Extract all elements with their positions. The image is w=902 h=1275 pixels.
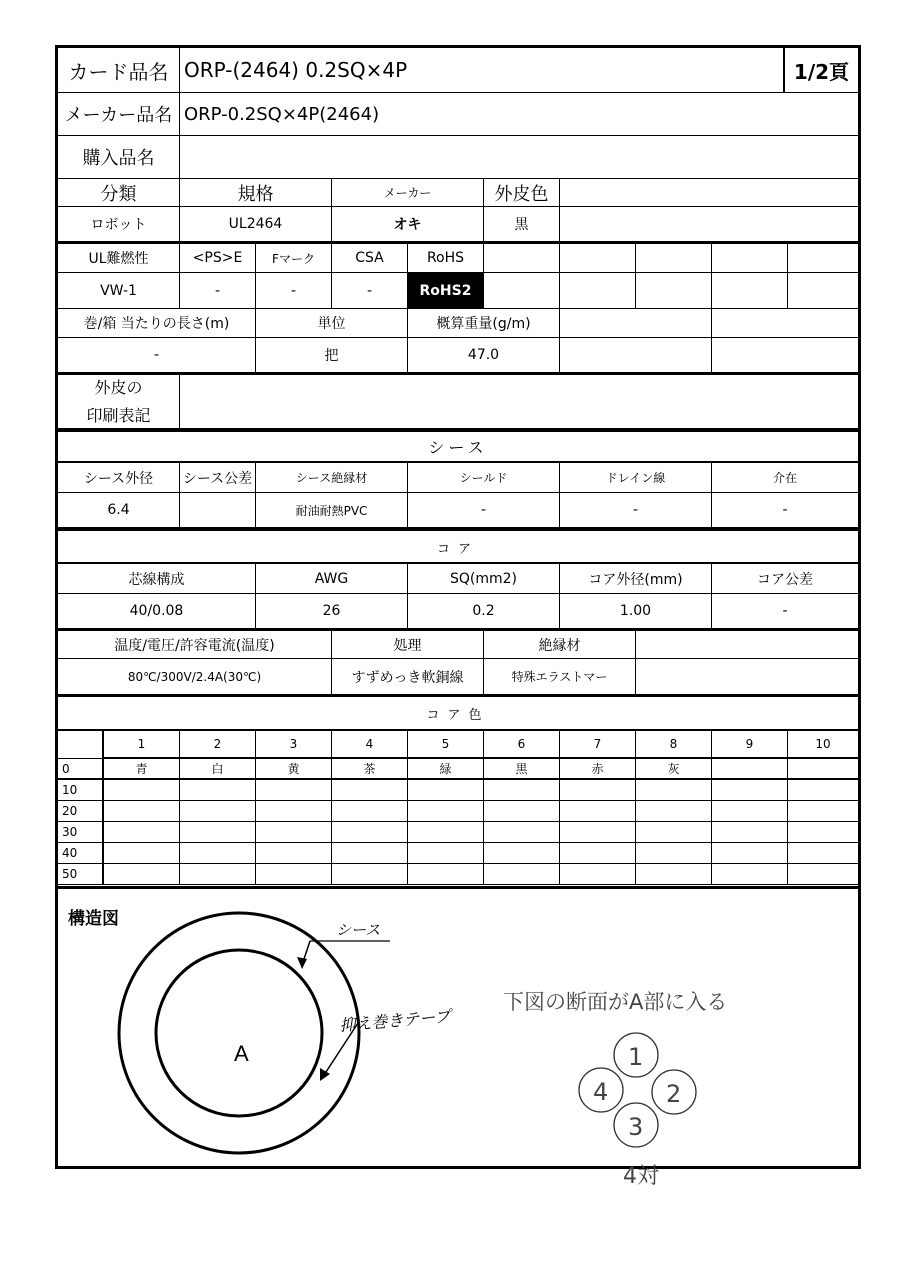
color-cell <box>256 801 332 822</box>
core-number-4: 4 <box>593 1078 609 1106</box>
color-column-header: 1 <box>104 731 180 759</box>
standard-label: 規格 <box>180 179 332 207</box>
sq-value: 0.2 <box>408 594 560 629</box>
color-cell <box>712 780 788 801</box>
core-od-value: 1.00 <box>560 594 712 629</box>
print-marking-label-line1: 外皮の <box>94 377 143 397</box>
color-cell <box>788 864 858 885</box>
color-column-header: 3 <box>256 731 332 759</box>
color-cell <box>104 843 180 864</box>
shield-value: - <box>408 493 560 528</box>
blank-cell <box>636 629 858 659</box>
color-row-label: 40 <box>58 843 104 864</box>
drain-wire-value: - <box>560 493 712 528</box>
core-number-2: 2 <box>666 1080 682 1108</box>
awg-value: 26 <box>256 594 408 629</box>
class-value: ロボット <box>58 207 180 242</box>
color-cell <box>788 822 858 843</box>
blank-cell <box>712 242 788 273</box>
print-marking-label <box>58 373 180 429</box>
maker-name-label: メーカー品名 <box>58 93 180 136</box>
color-cell <box>256 864 332 885</box>
temp-voltage-current-label: 温度/電圧/許容電流(温度) <box>58 629 332 659</box>
drain-wire-label: ドレイン線 <box>560 463 712 493</box>
color-cell <box>180 843 256 864</box>
color-cell <box>408 864 484 885</box>
color-cell <box>712 801 788 822</box>
length-per-reel-value: - <box>58 338 256 373</box>
color-cell: 黄 <box>256 759 332 780</box>
weight-label: 概算重量(g/m) <box>408 309 560 338</box>
conductor-value: 40/0.08 <box>58 594 256 629</box>
conductor-label: 芯線構成 <box>58 564 256 594</box>
tape-arrowhead <box>320 1068 330 1081</box>
color-cell <box>256 843 332 864</box>
pse-label: <PS>E <box>180 242 256 273</box>
print-marking-value <box>180 373 858 429</box>
page-number: 1/2頁 <box>784 48 858 93</box>
color-cell <box>712 864 788 885</box>
tape-callout: 抑え巻きテープ <box>338 1006 452 1035</box>
color-cell <box>636 780 712 801</box>
rohs-label: RoHS <box>408 242 484 273</box>
color-cell: 赤 <box>560 759 636 780</box>
color-column-header: 9 <box>712 731 788 759</box>
color-cell <box>788 801 858 822</box>
color-cell <box>712 822 788 843</box>
core-color-table <box>58 731 858 888</box>
blank-cell <box>484 242 560 273</box>
blank-cell <box>788 242 858 273</box>
core-color-title: コア色 <box>58 695 858 731</box>
color-cell <box>408 822 484 843</box>
color-cell <box>636 822 712 843</box>
center-label: A <box>234 1041 249 1066</box>
color-cell: 緑 <box>408 759 484 780</box>
structure-title: 構造図 <box>68 909 119 929</box>
color-cell <box>788 780 858 801</box>
tape-inner-circle <box>156 950 322 1116</box>
color-column-header: 8 <box>636 731 712 759</box>
divider <box>58 886 858 889</box>
color-cell <box>408 801 484 822</box>
color-cell <box>712 843 788 864</box>
color-row-label: 20 <box>58 801 104 822</box>
core-number-1: 1 <box>628 1043 644 1071</box>
filler-value: - <box>712 493 858 528</box>
color-cell <box>256 822 332 843</box>
treatment-value: すずめっき軟銅線 <box>332 659 484 695</box>
color-cell <box>332 801 408 822</box>
core-tolerance-value: - <box>712 594 858 629</box>
blank-cell <box>560 207 858 242</box>
color-cell <box>560 864 636 885</box>
color-row-label: 50 <box>58 864 104 885</box>
color-column-header: 7 <box>560 731 636 759</box>
blank-cell <box>712 309 858 338</box>
length-per-reel-label: 巻/箱 当たりの長さ(m) <box>58 309 256 338</box>
maker-value: オキ <box>332 207 484 242</box>
blank-cell <box>484 273 560 309</box>
blank-cell <box>712 273 788 309</box>
ul-flame-value: VW-1 <box>58 273 180 309</box>
divider <box>58 528 858 531</box>
color-cell <box>104 801 180 822</box>
color-cell <box>484 801 560 822</box>
standard-value: UL2464 <box>180 207 332 242</box>
csa-value: - <box>332 273 408 309</box>
color-cell <box>712 759 788 780</box>
color-cell: 白 <box>180 759 256 780</box>
print-marking-label-line2: 印刷表記 <box>86 405 151 425</box>
blank-cell <box>636 242 712 273</box>
color-cell <box>560 843 636 864</box>
unit-value: 把 <box>256 338 408 373</box>
sheath-od-label: シース外径 <box>58 463 180 493</box>
twist-label: 4対 <box>623 1164 659 1189</box>
color-cell <box>332 780 408 801</box>
blank-cell <box>788 273 858 309</box>
weight-value: 47.0 <box>408 338 560 373</box>
color-cell <box>788 843 858 864</box>
treatment-label: 処理 <box>332 629 484 659</box>
color-cell <box>180 801 256 822</box>
blank-cell <box>560 242 636 273</box>
color-cell: 茶 <box>332 759 408 780</box>
purchase-name-label: 購入品名 <box>58 136 180 179</box>
color-cell <box>484 780 560 801</box>
blank-cell <box>636 659 858 695</box>
blank-cell <box>636 273 712 309</box>
jacket-color-label: 外皮色 <box>484 179 560 207</box>
color-cell <box>180 822 256 843</box>
color-cell <box>104 822 180 843</box>
color-table-corner <box>58 731 104 759</box>
cross-section-note: 下図の断面がA部に入る <box>503 990 728 1014</box>
pse-value: - <box>180 273 256 309</box>
color-cell <box>484 843 560 864</box>
f-mark-label: Fマーク <box>256 242 332 273</box>
card-name-value: ORP-(2464) 0.2SQ×4P <box>180 48 784 93</box>
color-column-header: 2 <box>180 731 256 759</box>
color-cell <box>636 864 712 885</box>
f-mark-value: - <box>256 273 332 309</box>
card-name-label: カード品名 <box>58 48 180 93</box>
color-cell <box>104 780 180 801</box>
core-tolerance-label: コア公差 <box>712 564 858 594</box>
insulation-label: 絶縁材 <box>484 629 636 659</box>
color-cell <box>408 843 484 864</box>
color-cell <box>636 801 712 822</box>
color-cell <box>104 864 180 885</box>
core-number-3: 3 <box>628 1113 644 1141</box>
color-cell <box>332 822 408 843</box>
sheath-od-value: 6.4 <box>58 493 180 528</box>
color-cell <box>560 822 636 843</box>
color-cell <box>636 843 712 864</box>
core-od-label: コア外径(mm) <box>560 564 712 594</box>
color-cell <box>256 780 332 801</box>
color-cell <box>484 822 560 843</box>
color-row-label: 0 <box>58 759 104 780</box>
shield-label: シールド <box>408 463 560 493</box>
filler-label: 介在 <box>712 463 858 493</box>
color-cell <box>408 780 484 801</box>
sheath-insulation-value: 耐油耐熱PVC <box>256 493 408 528</box>
color-cell: 青 <box>104 759 180 780</box>
sheath-insulation-label: シース絶縁材 <box>256 463 408 493</box>
color-column-header: 6 <box>484 731 560 759</box>
color-cell <box>332 843 408 864</box>
class-label: 分類 <box>58 179 180 207</box>
blank-cell <box>560 309 712 338</box>
color-cell: 黒 <box>484 759 560 780</box>
blank-cell <box>560 338 712 373</box>
structure-diagram <box>58 893 858 1189</box>
color-column-header: 4 <box>332 731 408 759</box>
color-row-label: 10 <box>58 780 104 801</box>
color-cell <box>560 801 636 822</box>
awg-label: AWG <box>256 564 408 594</box>
color-cell <box>180 864 256 885</box>
sheath-title: シース <box>58 432 858 463</box>
color-cell <box>560 780 636 801</box>
temp-voltage-current-value: 80℃/300V/2.4A(30℃) <box>58 659 332 695</box>
color-cell <box>180 780 256 801</box>
spec-sheet <box>55 45 861 1189</box>
sheath-tolerance-value <box>180 493 256 528</box>
color-cell: 灰 <box>636 759 712 780</box>
sheath-callout: シース <box>336 921 381 939</box>
maker-label: メーカー <box>332 179 484 207</box>
csa-label: CSA <box>332 242 408 273</box>
sq-label: SQ(mm2) <box>408 564 560 594</box>
blank-cell <box>560 273 636 309</box>
color-column-header: 5 <box>408 731 484 759</box>
blank-cell <box>560 179 858 207</box>
ul-flame-label: UL難燃性 <box>58 242 180 273</box>
color-column-header: 10 <box>788 731 858 759</box>
rohs-value-badge: RoHS2 <box>408 273 484 309</box>
blank-cell <box>712 338 858 373</box>
purchase-name-value <box>180 136 858 179</box>
sheath-arrowhead <box>297 957 307 969</box>
color-cell <box>484 864 560 885</box>
maker-name-value: ORP-0.2SQ×4P(2464) <box>180 93 858 136</box>
sheath-tolerance-label: シース公差 <box>180 463 256 493</box>
color-row-label: 30 <box>58 822 104 843</box>
unit-label: 単位 <box>256 309 408 338</box>
color-cell <box>332 864 408 885</box>
jacket-color-value: 黒 <box>484 207 560 242</box>
core-title: コア <box>58 533 858 564</box>
insulation-value: 特殊エラストマー <box>484 659 636 695</box>
color-cell <box>788 759 858 780</box>
